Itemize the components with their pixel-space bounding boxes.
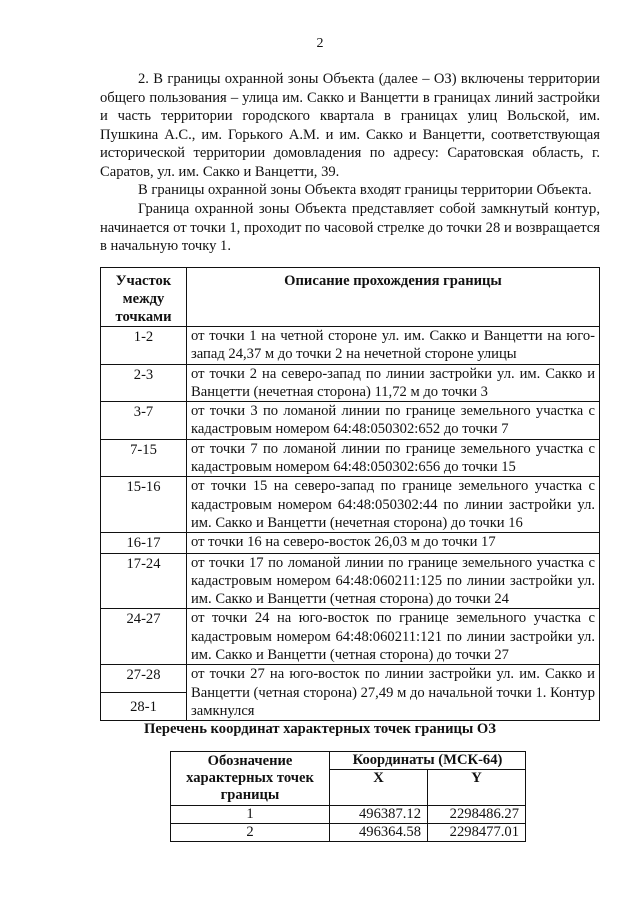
table-row [101, 609, 600, 665]
segment-cell: 2-3 [101, 364, 187, 402]
paragraph-contour: Граница охранной зоны Объекта представляет собой замкнутый контур, начинается от точки 1, проходит по часовой стрелке до точки 28 и возвращается в начальную точку 1. [100, 201, 600, 254]
segment-cell: 16-17 [101, 533, 187, 553]
segment-cell: 27-28 [101, 665, 187, 693]
coordinates-table [170, 751, 526, 842]
page-number: 2 [316, 36, 324, 51]
segment-cell: 7-15 [101, 439, 187, 477]
header-y: Y [428, 770, 526, 806]
description-cell: от точки 24 на юго-восток по границе земельного участка с кадастровым номером 64:48:060211:121 по линии застройки ул. им. Сакко и Ванцетти (четная сторона) до точки 27 [187, 609, 600, 665]
table-row [101, 533, 600, 553]
description-cell: от точки 27 на юго-восток по линии застройки ул. им. Сакко и Ванцетти (четная сторона) 27,49 м до начальной точки 1. Контур замкнулся [187, 665, 600, 721]
coords-header-row [171, 752, 526, 770]
y-cell: 2298486.27 [428, 806, 526, 824]
x-cell: 496364.58 [330, 824, 428, 842]
description-cell: от точки 3 по ломаной линии по границе земельного участка с кадастровым номером 64:48:050302:652 до точки 7 [187, 402, 600, 440]
boundary-description-table [100, 267, 600, 721]
table-row [101, 364, 600, 402]
table-row [101, 327, 600, 365]
description-cell: от точки 17 по ломаной линии по границе земельного участка с кадастровым номером 64:48:060211:125 по линии застройки ул. им. Сакко и Ванцетти (четная сторона) до точки 24 [187, 553, 600, 609]
header-segment: Участок между точками [101, 268, 187, 327]
segment-cell: 15-16 [101, 477, 187, 533]
point-cell: 2 [171, 824, 330, 842]
segment-cell: 17-24 [101, 553, 187, 609]
description-cell: от точки 1 на четной стороне ул. им. Сакко и Ванцетти на юго-запад 24,37 м до точки 2 на нечетной стороне улицы [187, 327, 600, 365]
description-cell: от точки 2 на северо-запад по линии застройки ул. им. Сакко и Ванцетти (нечетная сторона) 11,72 м до точки 3 [187, 364, 600, 402]
header-x: X [330, 770, 428, 806]
table-row [101, 665, 600, 693]
segment-cell: 28-1 [101, 693, 187, 721]
table-row [101, 439, 600, 477]
segment-cell: 24-27 [101, 609, 187, 665]
paragraph-zone-includes: В границы охранной зоны Объекта входят границы территории Объекта. [138, 182, 592, 198]
table-row [171, 806, 526, 824]
description-cell: от точки 15 на северо-запад по границе земельного участка с кадастровым номером 64:48:050302:44 по линии застройки ул. им. Сакко и Ванцетти (нечетная сторона) до точки 16 [187, 477, 600, 533]
x-cell: 496387.12 [330, 806, 428, 824]
description-cell: от точки 16 на северо-восток 26,03 м до точки 17 [187, 533, 600, 553]
table-row [101, 477, 600, 533]
paragraph-zone-scope: 2. В границы охранной зоны Объекта (далее – ОЗ) включены территории общего пользования – улица им. Сакко и Ванцетти в границах линий застройки и часть территории городского квартала в границах улиц Вольской, им. Пушкина А.С., им. Горького А.М. и им. Сакко и Ванцетти, соответствующая исторической территории домовладения по адресу: Саратовская область, г. Саратов, ул. им. Сакко и Ванцетти, 39. [100, 71, 600, 180]
point-cell: 1 [171, 806, 330, 824]
segment-cell: 1-2 [101, 327, 187, 365]
header-description: Описание прохождения границы [187, 268, 600, 327]
table-row [101, 553, 600, 609]
table-row [171, 824, 526, 842]
description-cell: от точки 7 по ломаной линии по границе земельного участка с кадастровым номером 64:48:050302:656 до точки 15 [187, 439, 600, 477]
y-cell: 2298477.01 [428, 824, 526, 842]
segment-cell: 3-7 [101, 402, 187, 440]
header-point: Обозначение характерных точек границы [171, 752, 330, 806]
table-row [101, 402, 600, 440]
table-header-row [101, 268, 600, 327]
coordinates-title: Перечень координат характерных точек границы ОЗ [144, 721, 496, 737]
header-coordinates: Координаты (МСК-64) [330, 752, 526, 770]
